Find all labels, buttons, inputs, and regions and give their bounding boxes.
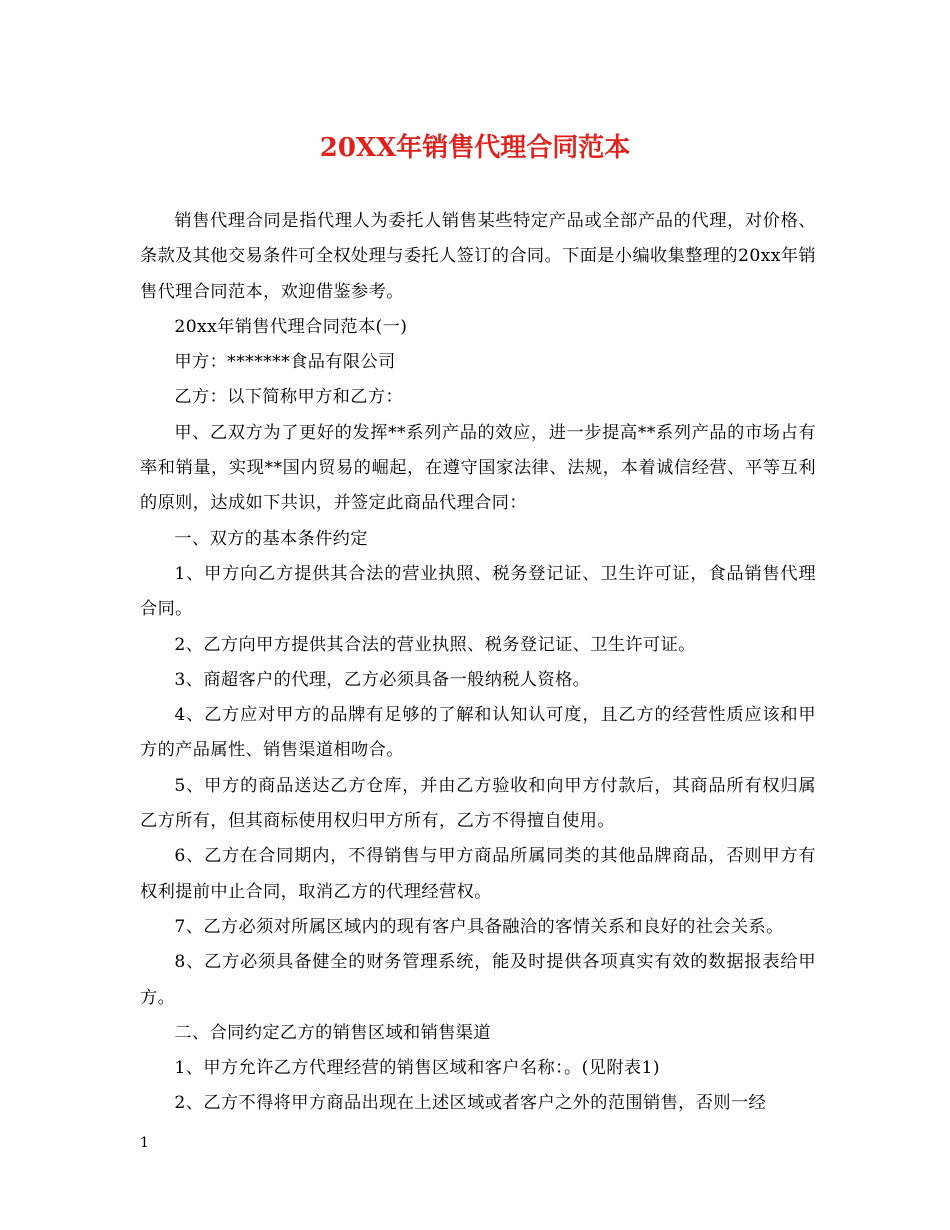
section-heading-sample-one: 20xx年销售代理合同范本(一) bbox=[174, 316, 408, 337]
clause-paragraph: 4、乙方应对甲方的品牌有足够的了解和认知认可度，且乙方的经营性质应该和甲方的产品属性、销售渠道相吻合。 bbox=[140, 705, 816, 761]
section-heading-basic-conditions: 一、双方的基本条件约定 bbox=[174, 528, 368, 549]
document-body bbox=[140, 204, 816, 1122]
clause-paragraph: 2、乙方向甲方提供其合法的营业执照、税务登记证、卫生许可证。 bbox=[174, 634, 696, 655]
party-a-line: 甲方：*******食品有限公司 bbox=[174, 352, 396, 373]
clause-paragraph: 5、甲方的商品送达乙方仓库，并由乙方验收和向甲方付款后，其商品所有权归属乙方所有，但其商标使用权归甲方所有，乙方不得擅自使用。 bbox=[140, 775, 816, 832]
clause-paragraph: 3、商超客户的代理，乙方必须具备一般纳税人资格。 bbox=[174, 669, 591, 690]
clause-paragraph: 8、乙方必须具备健全的财务管理系统，能及时提供各项真实有效的数据报表给甲方。 bbox=[140, 952, 816, 1008]
clause-paragraph: 1、甲方允许乙方代理经营的销售区域和客户名称：。(见附表1) bbox=[174, 1058, 660, 1079]
intro-paragraph: 销售代理合同是指代理人为委托人销售某些特定产品或全部产品的代理，对价格、条款及其他交易条件可全权处理与委托人签订的合同。下面是小编收集整理的20xx年销售代理合同范本，欢迎借鉴参考。 bbox=[140, 211, 817, 302]
clause-paragraph: 7、乙方必须对所属区域内的现有客户具备融洽的客情关系和良好的社会关系。 bbox=[174, 916, 784, 937]
section-heading-sales-region: 二、合同约定乙方的销售区域和销售渠道 bbox=[174, 1022, 491, 1043]
page-number: 1 bbox=[140, 1135, 149, 1151]
party-b-line: 乙方：以下简称甲方和乙方： bbox=[174, 387, 404, 408]
clause-paragraph: 6、乙方在合同期内，不得销售与甲方商品所属同类的其他品牌商品，否则甲方有权利提前中止合同，取消乙方的代理经营权。 bbox=[140, 846, 816, 902]
preamble-paragraph: 甲、乙双方为了更好的发挥**系列产品的效应，进一步提高**系列产品的市场占有率和销量，实现**国内贸易的崛起，在遵守国家法律、法规，本着诚信经营、平等互利的原则，达成如下共识，并签定此商品代理合同： bbox=[140, 422, 816, 514]
clause-paragraph: 1、甲方向乙方提供其合法的营业执照、税务登记证、卫生许可证，食品销售代理合同。 bbox=[140, 563, 816, 620]
document-title: 20XX年销售代理合同范本 bbox=[319, 133, 631, 163]
clause-paragraph: 2、乙方不得将甲方商品出现在上述区域或者客户之外的范围销售，否则一经 bbox=[174, 1093, 767, 1114]
